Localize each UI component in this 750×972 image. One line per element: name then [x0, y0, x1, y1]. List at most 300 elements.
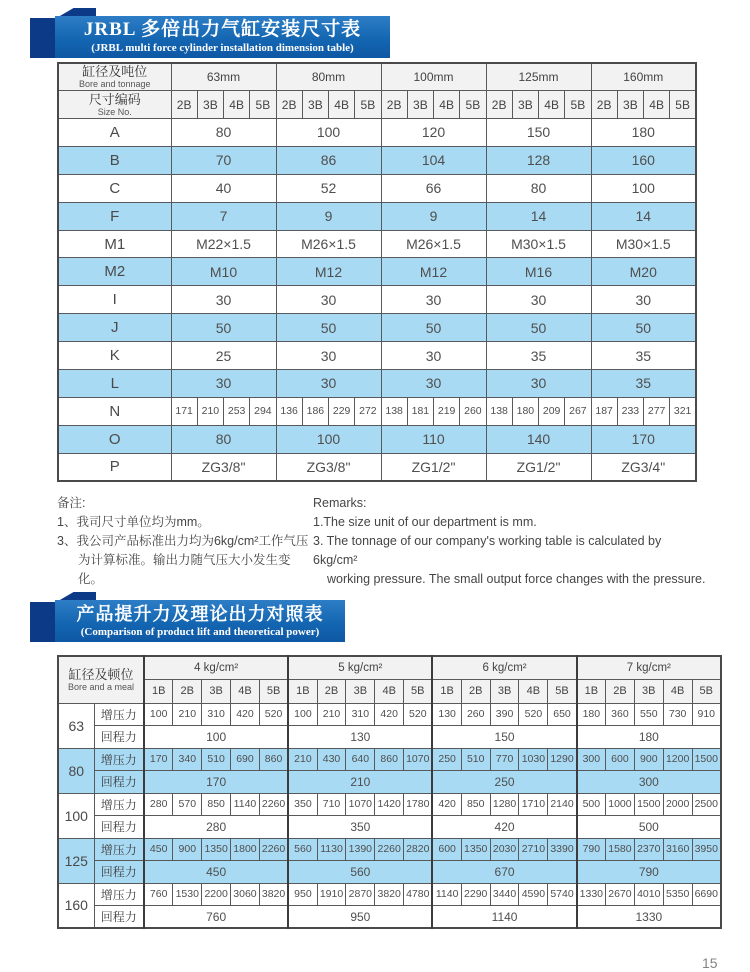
remarks-en-line: working pressure. The small output force changes with the pressure.: [327, 572, 706, 586]
dimension-value: 30: [276, 342, 381, 370]
boost-force-value: 340: [173, 748, 202, 771]
dimension-value: 229: [329, 397, 355, 425]
boost-force-value: 1800: [231, 838, 260, 861]
table1-row-O: [58, 425, 696, 453]
dimension-value: M20: [591, 258, 696, 286]
table2-boost-row-63: [58, 703, 721, 726]
dimension-value: 104: [381, 146, 486, 174]
dimension-value: 100: [276, 119, 381, 147]
return-force-value: 670: [432, 861, 576, 884]
boost-force-value: 860: [259, 748, 288, 771]
return-force-value: 500: [577, 816, 721, 839]
boost-force-value: 2260: [259, 838, 288, 861]
dimension-value: 40: [171, 174, 276, 202]
section-title-en: (Comparison of product lift and theoretical power): [80, 626, 320, 638]
boost-force-value: 210: [317, 703, 346, 726]
stage-code-header: 2B: [606, 679, 635, 703]
boost-force-value: 1710: [519, 793, 548, 816]
table2-boost-row-160: [58, 883, 721, 906]
dimension-value: 80: [171, 119, 276, 147]
boost-force-value: 850: [202, 793, 231, 816]
stage-code-header: 3B: [634, 679, 663, 703]
boost-force-value: 5350: [663, 883, 692, 906]
table1-row-L: [58, 370, 696, 398]
size-code-header: 2B: [171, 91, 197, 119]
banner-bar: [55, 16, 390, 58]
dimension-value: ZG3/4": [591, 453, 696, 481]
return-force-label: 回程力: [94, 816, 144, 839]
dimension-value: 171: [171, 397, 197, 425]
boost-force-value: 2710: [519, 838, 548, 861]
dimension-value: 80: [486, 174, 591, 202]
size-code-header: 5B: [565, 91, 591, 119]
size-code-header: 5B: [670, 91, 696, 119]
boost-force-value: 100: [288, 703, 317, 726]
dimension-value: 86: [276, 146, 381, 174]
boost-force-value: 2260: [259, 793, 288, 816]
size-code-header: 4B: [644, 91, 670, 119]
boost-force-value: 4780: [404, 883, 433, 906]
return-force-value: 170: [144, 771, 288, 794]
dimension-value: 136: [276, 397, 302, 425]
row-label-M1: M1: [58, 230, 171, 258]
dimension-value: 25: [171, 342, 276, 370]
dimension-value: 180: [591, 119, 696, 147]
row-label-O: O: [58, 425, 171, 453]
boost-force-value: 520: [404, 703, 433, 726]
stage-code-header: 3B: [346, 679, 375, 703]
stage-code-header: 1B: [577, 679, 606, 703]
bore-label-100: 100: [58, 793, 94, 838]
dimension-value: 9: [381, 202, 486, 230]
dimension-value: 50: [486, 314, 591, 342]
size-code-header: 4B: [434, 91, 460, 119]
dimension-value: 294: [250, 397, 276, 425]
header-bore-meal-zh: 缸径及顿位: [68, 666, 134, 682]
boost-force-value: 4010: [634, 883, 663, 906]
dimension-value: 219: [434, 397, 460, 425]
dimension-value: 14: [591, 202, 696, 230]
dimension-value: 30: [171, 286, 276, 314]
boost-force-value: 2370: [634, 838, 663, 861]
table1-row-I: [58, 286, 696, 314]
table2-return-row-125: [58, 861, 721, 884]
dimension-value: 277: [644, 397, 670, 425]
header-bore-tonnage: [58, 63, 171, 91]
boost-force-value: 130: [432, 703, 461, 726]
remarks-zh-line: 1、我司尺寸单位均为mm。: [57, 515, 210, 529]
dimension-value: 120: [381, 119, 486, 147]
bore-label-160: 160: [58, 883, 94, 928]
boost-force-value: 6690: [692, 883, 721, 906]
return-force-value: 100: [144, 726, 288, 749]
boost-force-value: 1500: [634, 793, 663, 816]
table1-row-J: [58, 314, 696, 342]
boost-force-value: 950: [288, 883, 317, 906]
banner-dimension-table: [30, 6, 430, 60]
dimension-value: 50: [381, 314, 486, 342]
return-force-value: 300: [577, 771, 721, 794]
boost-force-value: 1530: [173, 883, 202, 906]
dimension-value: 170: [591, 425, 696, 453]
boost-force-value: 650: [548, 703, 577, 726]
table2-boost-row-100: [58, 793, 721, 816]
row-label-P: P: [58, 453, 171, 481]
table1-row-A: [58, 119, 696, 147]
boost-force-value: 1200: [663, 748, 692, 771]
return-force-value: 450: [144, 861, 288, 884]
boost-force-value: 3820: [375, 883, 404, 906]
return-force-value: 210: [288, 771, 432, 794]
stage-code-header: 5B: [259, 679, 288, 703]
boost-force-value: 430: [317, 748, 346, 771]
dimension-value: 30: [381, 342, 486, 370]
size-code-header: 5B: [460, 91, 486, 119]
size-code-header: 4B: [329, 91, 355, 119]
row-label-I: I: [58, 286, 171, 314]
boost-force-value: 1140: [432, 883, 461, 906]
boost-force-value: 360: [606, 703, 635, 726]
dimension-value: 150: [486, 119, 591, 147]
boost-force-value: 5740: [548, 883, 577, 906]
boost-force-value: 2870: [346, 883, 375, 906]
dimension-value: M30×1.5: [486, 230, 591, 258]
table2-header-row: [58, 656, 721, 679]
boost-force-value: 1420: [375, 793, 404, 816]
bore-label-80: 80: [58, 748, 94, 793]
boost-force-value: 1070: [346, 793, 375, 816]
table2-return-row-63: [58, 726, 721, 749]
dimension-value: 66: [381, 174, 486, 202]
dimension-value: 140: [486, 425, 591, 453]
dimension-value: 30: [381, 370, 486, 398]
row-label-N: N: [58, 397, 171, 425]
dimension-value: 35: [591, 370, 696, 398]
section-title-en: (JRBL multi force cylinder installation dimension table): [91, 42, 354, 54]
boost-force-value: 600: [606, 748, 635, 771]
boost-force-label: 增压力: [94, 793, 144, 816]
remarks-chinese: [57, 494, 312, 589]
section-title-zh: JRBL 多倍出力气缸安装尺寸表: [83, 19, 362, 40]
boost-force-value: 450: [144, 838, 173, 861]
boost-force-value: 2500: [692, 793, 721, 816]
remarks-zh-line: 3、我公司产品标准出力均为6kg/cm²工作气压: [57, 534, 309, 548]
boost-force-value: 550: [634, 703, 663, 726]
boost-force-value: 180: [577, 703, 606, 726]
pressure-column-header: 7 kg/cm²: [577, 656, 721, 679]
table2-return-row-80: [58, 771, 721, 794]
size-code-header: 4B: [539, 91, 565, 119]
size-code-header: 3B: [512, 91, 538, 119]
return-force-value: 1140: [432, 906, 576, 929]
dimension-value: 100: [591, 174, 696, 202]
return-force-value: 280: [144, 816, 288, 839]
boost-force-value: 2140: [548, 793, 577, 816]
boost-force-value: 2000: [663, 793, 692, 816]
header-bore-tonnage-en: Bore and tonnage: [78, 79, 151, 89]
size-code-header: 2B: [486, 91, 512, 119]
bore-column-header: 63mm: [171, 63, 276, 91]
boost-force-value: 2260: [375, 838, 404, 861]
boost-force-value: 3060: [231, 883, 260, 906]
size-code-header: 3B: [407, 91, 433, 119]
table1-row-C: [58, 174, 696, 202]
size-code-header: 2B: [276, 91, 302, 119]
bore-column-header: 125mm: [486, 63, 591, 91]
boost-force-value: 310: [346, 703, 375, 726]
size-code-header: 2B: [591, 91, 617, 119]
boost-force-label: 增压力: [94, 883, 144, 906]
row-label-M2: M2: [58, 258, 171, 286]
dimension-value: M22×1.5: [171, 230, 276, 258]
header-bore-tonnage-zh: 缸径及吨位: [82, 64, 148, 79]
dimension-value: 35: [591, 342, 696, 370]
dimension-value: 138: [486, 397, 512, 425]
dimension-value: 70: [171, 146, 276, 174]
table2-return-row-100: [58, 816, 721, 839]
dimension-value: 180: [512, 397, 538, 425]
size-code-header: 3B: [302, 91, 328, 119]
dimension-value: ZG3/8": [171, 453, 276, 481]
banner-bar: [55, 600, 345, 642]
header-size-no: [58, 91, 171, 119]
boost-force-value: 770: [490, 748, 519, 771]
boost-force-value: 1390: [346, 838, 375, 861]
dimension-value: 272: [355, 397, 381, 425]
boost-force-value: 690: [231, 748, 260, 771]
boost-force-value: 170: [144, 748, 173, 771]
boost-force-value: 860: [375, 748, 404, 771]
boost-force-value: 600: [432, 838, 461, 861]
boost-force-value: 520: [519, 703, 548, 726]
remarks-zh-title: 备注:: [57, 496, 86, 510]
boost-force-value: 1580: [606, 838, 635, 861]
boost-force-label: 增压力: [94, 703, 144, 726]
return-force-value: 790: [577, 861, 721, 884]
table1-row-B: [58, 146, 696, 174]
table1-subheader-row: [58, 91, 696, 119]
pressure-column-header: 5 kg/cm²: [288, 656, 432, 679]
row-label-B: B: [58, 146, 171, 174]
boost-force-value: 900: [634, 748, 663, 771]
pressure-column-header: 6 kg/cm²: [432, 656, 576, 679]
boost-force-value: 640: [346, 748, 375, 771]
dimension-value: 321: [670, 397, 696, 425]
stage-code-header: 2B: [173, 679, 202, 703]
return-force-value: 130: [288, 726, 432, 749]
table2-boost-row-125: [58, 838, 721, 861]
stage-code-header: 3B: [202, 679, 231, 703]
dimension-value: 187: [591, 397, 617, 425]
row-label-J: J: [58, 314, 171, 342]
boost-force-value: 1000: [606, 793, 635, 816]
return-force-value: 560: [288, 861, 432, 884]
size-code-header: 4B: [224, 91, 250, 119]
dimension-value: 209: [539, 397, 565, 425]
dimension-value: M10: [171, 258, 276, 286]
bore-column-header: 100mm: [381, 63, 486, 91]
return-force-label: 回程力: [94, 726, 144, 749]
return-force-label: 回程力: [94, 906, 144, 929]
row-label-F: F: [58, 202, 171, 230]
table2-subheader-row: [58, 679, 721, 703]
return-force-label: 回程力: [94, 771, 144, 794]
dimension-value: 50: [276, 314, 381, 342]
dimension-value: 138: [381, 397, 407, 425]
boost-force-value: 1910: [317, 883, 346, 906]
size-code-header: 2B: [381, 91, 407, 119]
dimension-value: 260: [460, 397, 486, 425]
boost-force-value: 560: [288, 838, 317, 861]
table2-return-row-160: [58, 906, 721, 929]
dimension-value: 52: [276, 174, 381, 202]
dimension-value: 100: [276, 425, 381, 453]
dimension-value: ZG1/2": [381, 453, 486, 481]
boost-force-value: 260: [461, 703, 490, 726]
dimension-value: 30: [591, 286, 696, 314]
header-size-no-en: Size No.: [97, 106, 132, 117]
dimension-value: 50: [591, 314, 696, 342]
boost-force-value: 100: [144, 703, 173, 726]
dimension-value: 35: [486, 342, 591, 370]
boost-force-value: 280: [144, 793, 173, 816]
remarks-zh-line: 为计算标准。输出力随气压大小发生变化。: [78, 553, 291, 586]
return-force-value: 350: [288, 816, 432, 839]
stage-code-header: 1B: [288, 679, 317, 703]
boost-force-value: 210: [173, 703, 202, 726]
table2-boost-row-80: [58, 748, 721, 771]
boost-force-value: 250: [432, 748, 461, 771]
return-force-value: 420: [432, 816, 576, 839]
dimension-value: M30×1.5: [591, 230, 696, 258]
table1-row-M2: [58, 258, 696, 286]
dimension-value: M16: [486, 258, 591, 286]
stage-code-header: 1B: [432, 679, 461, 703]
stage-code-header: 5B: [692, 679, 721, 703]
boost-force-value: 570: [173, 793, 202, 816]
return-force-value: 250: [432, 771, 576, 794]
boost-force-value: 510: [202, 748, 231, 771]
bore-column-header: 80mm: [276, 63, 381, 91]
row-label-A: A: [58, 119, 171, 147]
table1-row-P: [58, 453, 696, 481]
dimension-value: 30: [486, 286, 591, 314]
table1-row-N: [58, 397, 696, 425]
dimension-value: 210: [197, 397, 223, 425]
boost-force-value: 1130: [317, 838, 346, 861]
header-size-no-zh: 尺寸编码: [88, 91, 141, 107]
dimension-value: 30: [381, 286, 486, 314]
boost-force-value: 710: [317, 793, 346, 816]
boost-force-value: 1290: [548, 748, 577, 771]
return-force-value: 150: [432, 726, 576, 749]
table1-row-M1: [58, 230, 696, 258]
boost-force-value: 2820: [404, 838, 433, 861]
boost-force-value: 1350: [202, 838, 231, 861]
dimension-value: 30: [276, 286, 381, 314]
stage-code-header: 4B: [663, 679, 692, 703]
bore-label-63: 63: [58, 703, 94, 748]
boost-force-value: 3440: [490, 883, 519, 906]
table1-row-K: [58, 342, 696, 370]
boost-force-value: 900: [173, 838, 202, 861]
size-code-header: 3B: [197, 91, 223, 119]
remarks-en-line: 1.The size unit of our department is mm.: [313, 515, 537, 529]
boost-force-value: 1780: [404, 793, 433, 816]
dimension-value: M26×1.5: [381, 230, 486, 258]
dimension-value: 30: [276, 370, 381, 398]
stage-code-header: 4B: [519, 679, 548, 703]
return-force-value: 760: [144, 906, 288, 929]
boost-force-value: 1330: [577, 883, 606, 906]
boost-force-value: 390: [490, 703, 519, 726]
size-code-header: 5B: [250, 91, 276, 119]
boost-force-value: 2200: [202, 883, 231, 906]
dimension-value: ZG3/8": [276, 453, 381, 481]
boost-force-value: 850: [461, 793, 490, 816]
boost-force-value: 510: [461, 748, 490, 771]
return-force-value: 180: [577, 726, 721, 749]
stage-code-header: 1B: [144, 679, 173, 703]
dimension-value: 186: [302, 397, 328, 425]
boost-force-value: 2670: [606, 883, 635, 906]
page-number: 15: [702, 955, 718, 971]
boost-force-value: 350: [288, 793, 317, 816]
boost-force-value: 1070: [404, 748, 433, 771]
boost-force-value: 910: [692, 703, 721, 726]
stage-code-header: 4B: [375, 679, 404, 703]
stage-code-header: 2B: [461, 679, 490, 703]
boost-force-value: 1140: [231, 793, 260, 816]
boost-force-value: 500: [577, 793, 606, 816]
boost-force-value: 4590: [519, 883, 548, 906]
boost-force-value: 3820: [259, 883, 288, 906]
installation-dimension-table: [57, 62, 697, 482]
boost-force-value: 210: [288, 748, 317, 771]
section-title-zh: 产品提升力及理论出力对照表: [76, 604, 324, 624]
dimension-value: M12: [381, 258, 486, 286]
return-force-label: 回程力: [94, 861, 144, 884]
header-bore-meal-en: Bore and a meal: [67, 681, 135, 692]
dimension-value: 160: [591, 146, 696, 174]
dimension-value: 50: [171, 314, 276, 342]
boost-force-value: 760: [144, 883, 173, 906]
header-bore-meal: [58, 656, 144, 703]
boost-force-value: 1500: [692, 748, 721, 771]
row-label-K: K: [58, 342, 171, 370]
dimension-value: 7: [171, 202, 276, 230]
dimension-value: 253: [224, 397, 250, 425]
stage-code-header: 4B: [231, 679, 260, 703]
boost-force-value: 730: [663, 703, 692, 726]
dimension-value: 14: [486, 202, 591, 230]
return-force-value: 1330: [577, 906, 721, 929]
boost-force-value: 3390: [548, 838, 577, 861]
stage-code-header: 3B: [490, 679, 519, 703]
boost-force-value: 1030: [519, 748, 548, 771]
stage-code-header: 5B: [548, 679, 577, 703]
dimension-value: 80: [171, 425, 276, 453]
return-force-value: 950: [288, 906, 432, 929]
size-code-header: 5B: [355, 91, 381, 119]
boost-force-value: 300: [577, 748, 606, 771]
row-label-C: C: [58, 174, 171, 202]
dimension-value: 30: [171, 370, 276, 398]
banner-lift-comparison-table: [30, 590, 380, 644]
boost-force-value: 790: [577, 838, 606, 861]
dimension-value: 267: [565, 397, 591, 425]
table1-header-row: [58, 63, 696, 91]
